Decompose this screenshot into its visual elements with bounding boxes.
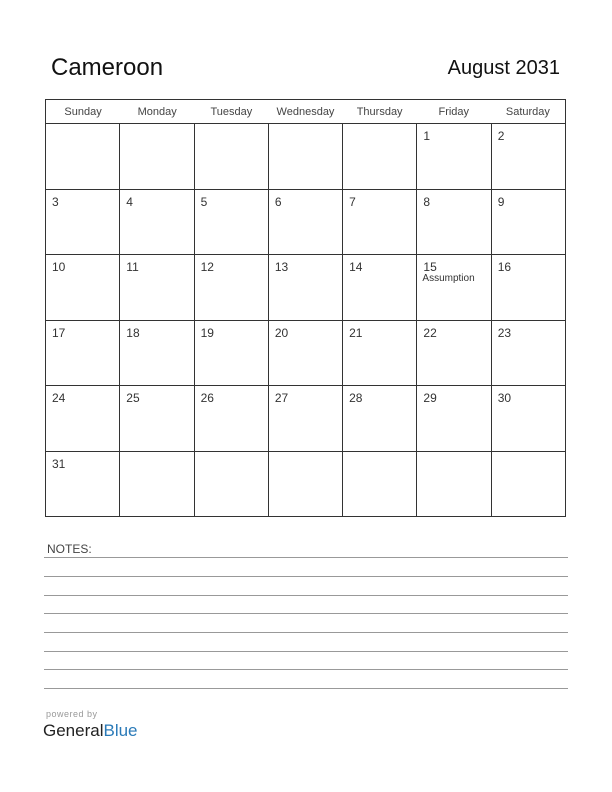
day-number: 19 [200,325,214,340]
day-cell [46,124,120,189]
notes-line [44,632,568,633]
day-number: 9 [497,194,505,209]
day-number: 21 [349,325,363,340]
day-cell [269,124,343,189]
day-cell [46,190,120,255]
country-title: Cameroon [51,54,164,81]
day-cell [120,386,194,451]
day-cell [195,321,269,386]
day-cell [269,321,343,386]
notes-line [44,576,568,577]
day-cell [492,386,565,451]
week-row [46,452,565,517]
day-number: 30 [497,391,512,405]
notes-label: NOTES: [47,542,92,556]
weekday-monday: Monday [137,106,177,118]
day-number: 15 [423,260,437,274]
notes-line [44,669,568,670]
holiday-label: Assumption [422,273,475,284]
day-cell [492,255,565,320]
weekday-tuesday: Tuesday [210,106,253,118]
day-number: 8 [423,194,431,209]
weekday-saturday: Saturday [505,106,550,118]
day-cell [417,321,491,386]
notes-line [44,557,568,558]
day-cell [343,255,417,320]
notes-line [44,613,568,614]
day-number: 31 [52,456,66,471]
day-cell [269,386,343,451]
powered-by-text: powered by [46,709,98,719]
day-cell [46,452,120,517]
day-number: 23 [497,325,512,340]
day-number: 10 [52,260,66,274]
day-cell [120,452,194,517]
notes-line [44,651,568,652]
day-cell [195,255,269,320]
day-cell [343,190,417,255]
week-row [46,255,565,321]
day-cell [417,386,491,451]
day-cell [492,452,565,517]
week-row [46,124,565,190]
day-number: 11 [126,260,139,274]
weeks-container [46,124,565,516]
day-number: 22 [423,325,437,340]
weekday-thursday: Thursday [356,106,403,118]
brand-general: General [43,721,104,740]
day-cell [417,124,491,189]
week-row [46,190,565,256]
day-cell [195,190,269,255]
day-number: 13 [274,260,289,274]
day-cell [46,321,120,386]
weekday-friday: Friday [438,106,470,118]
day-cell [343,124,417,189]
day-number: 6 [274,194,282,209]
day-number: 5 [200,194,208,209]
brand-logo [43,721,138,741]
day-cell [417,255,491,320]
day-cell [120,190,194,255]
weekday-sunday: Sunday [64,106,102,118]
day-cell [195,386,269,451]
day-number: 14 [349,260,363,274]
day-number: 17 [52,325,66,340]
day-number: 25 [126,391,140,405]
day-number: 29 [423,391,437,405]
day-number: 16 [497,260,512,274]
week-row [46,386,565,452]
day-number: 20 [274,325,289,340]
day-cell [269,190,343,255]
day-cell [120,255,194,320]
notes-line [44,688,568,689]
day-number: 26 [200,391,214,405]
day-number: 7 [349,194,356,209]
day-cell [417,452,491,517]
day-cell [492,321,565,386]
day-number: 4 [126,194,133,209]
brand-blue: Blue [103,721,138,740]
day-cell [417,190,491,255]
day-cell [492,190,565,255]
day-cell [343,321,417,386]
day-number: 18 [126,325,140,340]
month-year-title: August 2031 [447,57,560,79]
day-cell [195,452,269,517]
day-cell [269,255,343,320]
day-cell [343,386,417,451]
day-cell [46,386,120,451]
day-number: 24 [52,391,66,405]
day-number: 12 [200,260,214,274]
day-number: 3 [52,194,59,209]
day-number: 2 [497,129,505,143]
day-cell [269,452,343,517]
weekday-header-row [46,100,565,124]
day-number: 1 [423,129,431,143]
week-row [46,321,565,387]
notes-line [44,595,568,596]
weekday-wednesday: Wednesday [276,106,335,118]
day-cell [343,452,417,517]
day-number: 27 [274,391,289,405]
calendar-grid [45,99,566,517]
day-cell [46,255,120,320]
day-number: 28 [349,391,363,405]
day-cell [492,124,565,189]
day-cell [120,321,194,386]
day-cell [120,124,194,189]
day-cell [195,124,269,189]
